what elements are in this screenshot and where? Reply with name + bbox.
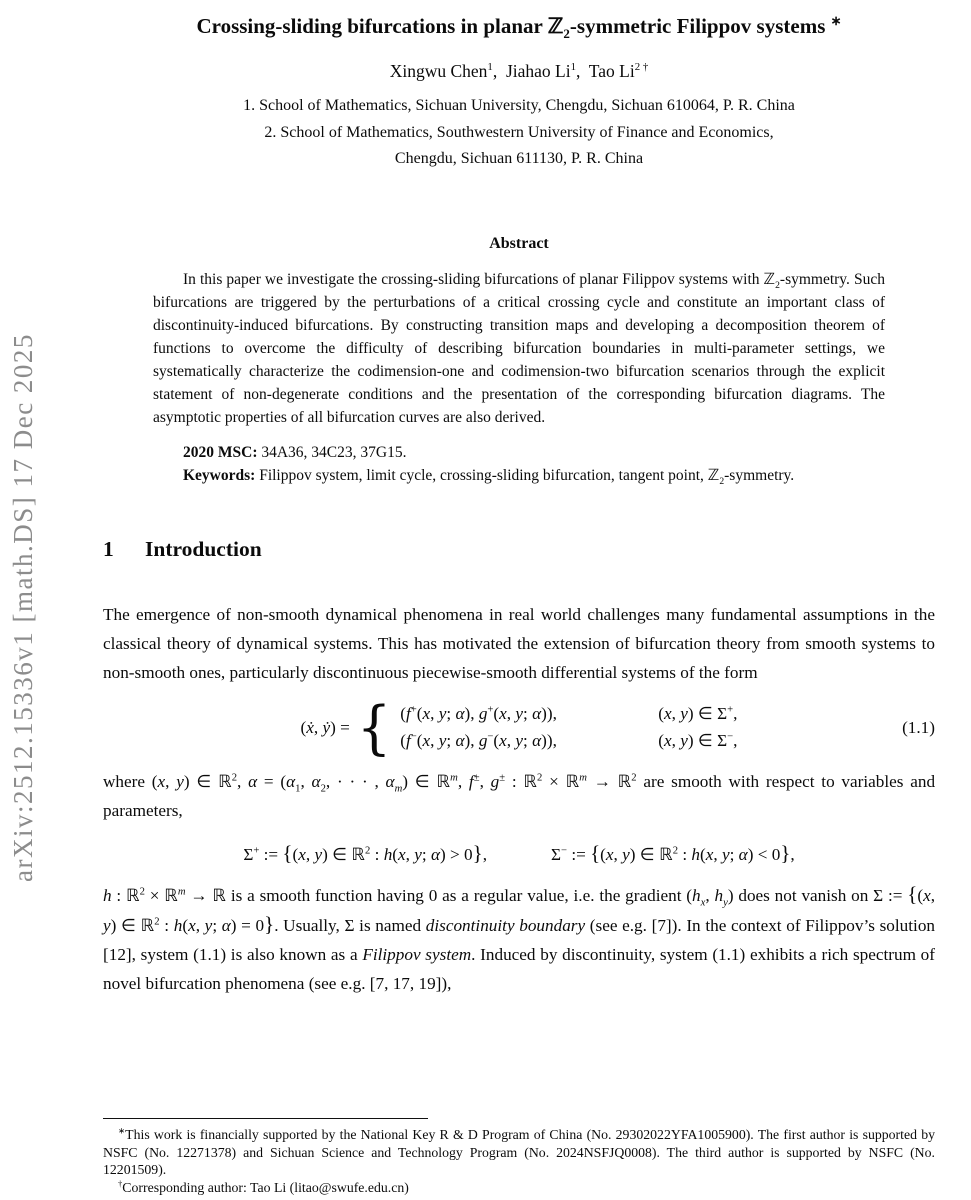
footnote-rule (103, 1118, 428, 1119)
abstract-text: In this paper we investigate the crossing-sliding bifurcations of planar Filippov systems with ℤ$_2$-symmetry. Such bifurcations are triggered by the perturbations of a critical crossing cycle and constitute an important class of discontinuity-induced bifurcations. By constructing transition maps and developing a decomposition theorem of functions to overcome the difficulty of describing bifurcation boundaries in multi-parameter settings, we systematically characterize the codimension-one and codimension-two bifurcation scenarios through the explicit statement of non-degenerate conditions and the presentation of the corresponding bifurcation diagrams. The asymptotic properties of all bifurcation curves are also derived. (153, 270, 885, 426)
arxiv-watermark: arXiv:2512.15336v1 [math.DS] 17 Dec 2025 (8, 333, 38, 882)
affiliation-3: Chengdu, Sichuan 611130, P. R. China (394, 150, 644, 168)
keywords-line: Keywords: Filippov system, limit cycle, crossing-sliding bifurcation, tangent point, ℤ$_2$-symmetry. (183, 466, 795, 487)
affiliation-2: 2. School of Mathematics, Southwestern University of Finance and Economics, (264, 123, 774, 141)
intro-paragraph-3: h : ℝ$^2$ × ℝ$^m$ → ℝ is a smooth function having 0 as a regular value, i.e. the gradient ($h_x$, $h_y$) does not vanish on Σ := {(x, y) ∈ ℝ$^2$ : h(x, y; α) = 0}. Usually, Σ is named discontinuity boundary (see e.g. [7]). In the context of Filippov’s solution [12], system (1.1) is also known as a Filippov system. Induced by discontinuity, system (1.1) exhibits a rich spectrum of novel bifurcation phenomena (see e.g. [7, 17, 19]), (103, 881, 936, 993)
section-number: 1 (103, 536, 114, 561)
case-cond-2: (x, y) ∈ Σ−, (658, 731, 738, 751)
cases-brace: { (356, 693, 392, 762)
equation-number: (1.1) (902, 717, 935, 737)
intro-paragraph-1: The emergence of non-smooth dynamical phenomena in real world challenges many fundamental assumptions in the classical theory of dynamical systems. This has motivated the extension of bifurcation theory from smooth systems to non-smooth ones, particularly discontinuous piecewise-smooth differential systems of the form (103, 604, 935, 682)
case-expr-1: (f+(x, y; α), g+(x, y; α)), (400, 704, 557, 724)
authors-line: Xingwu Chen$^1$, Jiahao Li$^1$, Tao $Li^{2 \dagger}$ (389, 61, 649, 82)
case-expr-2: (f−(x, y; α), g−(x, y; α)), (400, 731, 557, 751)
equation-lhs: (ẋ, ẏ) = (300, 717, 350, 737)
footnote-corresponding: †Corresponding author: Tao Li (litao@swufe.edu.cn) (118, 1177, 409, 1195)
case-row-1 (400, 704, 737, 724)
sigma-definitions (103, 841, 935, 866)
affiliation-1: 1. School of Mathematics, Sichuan University, Chengdu, Sichuan 610064, P. R. China (243, 97, 795, 115)
cases-block (400, 704, 737, 751)
section-heading (103, 537, 935, 562)
msc-line: 2020 MSC: 34A36, 34C23, 37G15. (183, 443, 407, 461)
equation-1-1 (103, 693, 935, 762)
abstract-heading: Abstract (489, 234, 549, 252)
footnote-thanks: ∗This work is financially supported by the National Key R & D Program of China (No. 29302022YFA1005900). The first author is supported by NSFC (No. 12271378) and Sichuan Science and Technology Program (No. 2024NSFJQ0008). The third author is supported by NSFC (No. 12201509). (103, 1125, 935, 1177)
case-cond-1: (x, y) ∈ Σ+, (658, 704, 738, 724)
footnote-area (103, 1118, 935, 1196)
section-title: Introduction (145, 536, 262, 561)
sigma-minus-definition: Σ− := {(x, y) ∈ ℝ$^2$ : h(x, y; α) < 0}, (551, 840, 795, 865)
abstract-section (153, 235, 885, 487)
intro-paragraph-2: where (x, y) ∈ ℝ$^2$, $\alpha = (\alpha_1$, $\alpha_2$, · · · , $\alpha_m$) ∈ ℝ$^m$, f±, g± : ℝ$^2$ × ℝ$^m$ → ℝ$^2$ are smooth with respect to variables and parameters, (103, 771, 936, 820)
paper-title: Crossing-sliding bifurcations in planar ℤ$_2$-symmetric Filippov systems ∗ (196, 13, 842, 42)
case-row-2 (400, 731, 737, 751)
sigma-plus-definition: Σ+ := {(x, y) ∈ ℝ$^2$ : h(x, y; α) > 0}, (243, 840, 487, 865)
